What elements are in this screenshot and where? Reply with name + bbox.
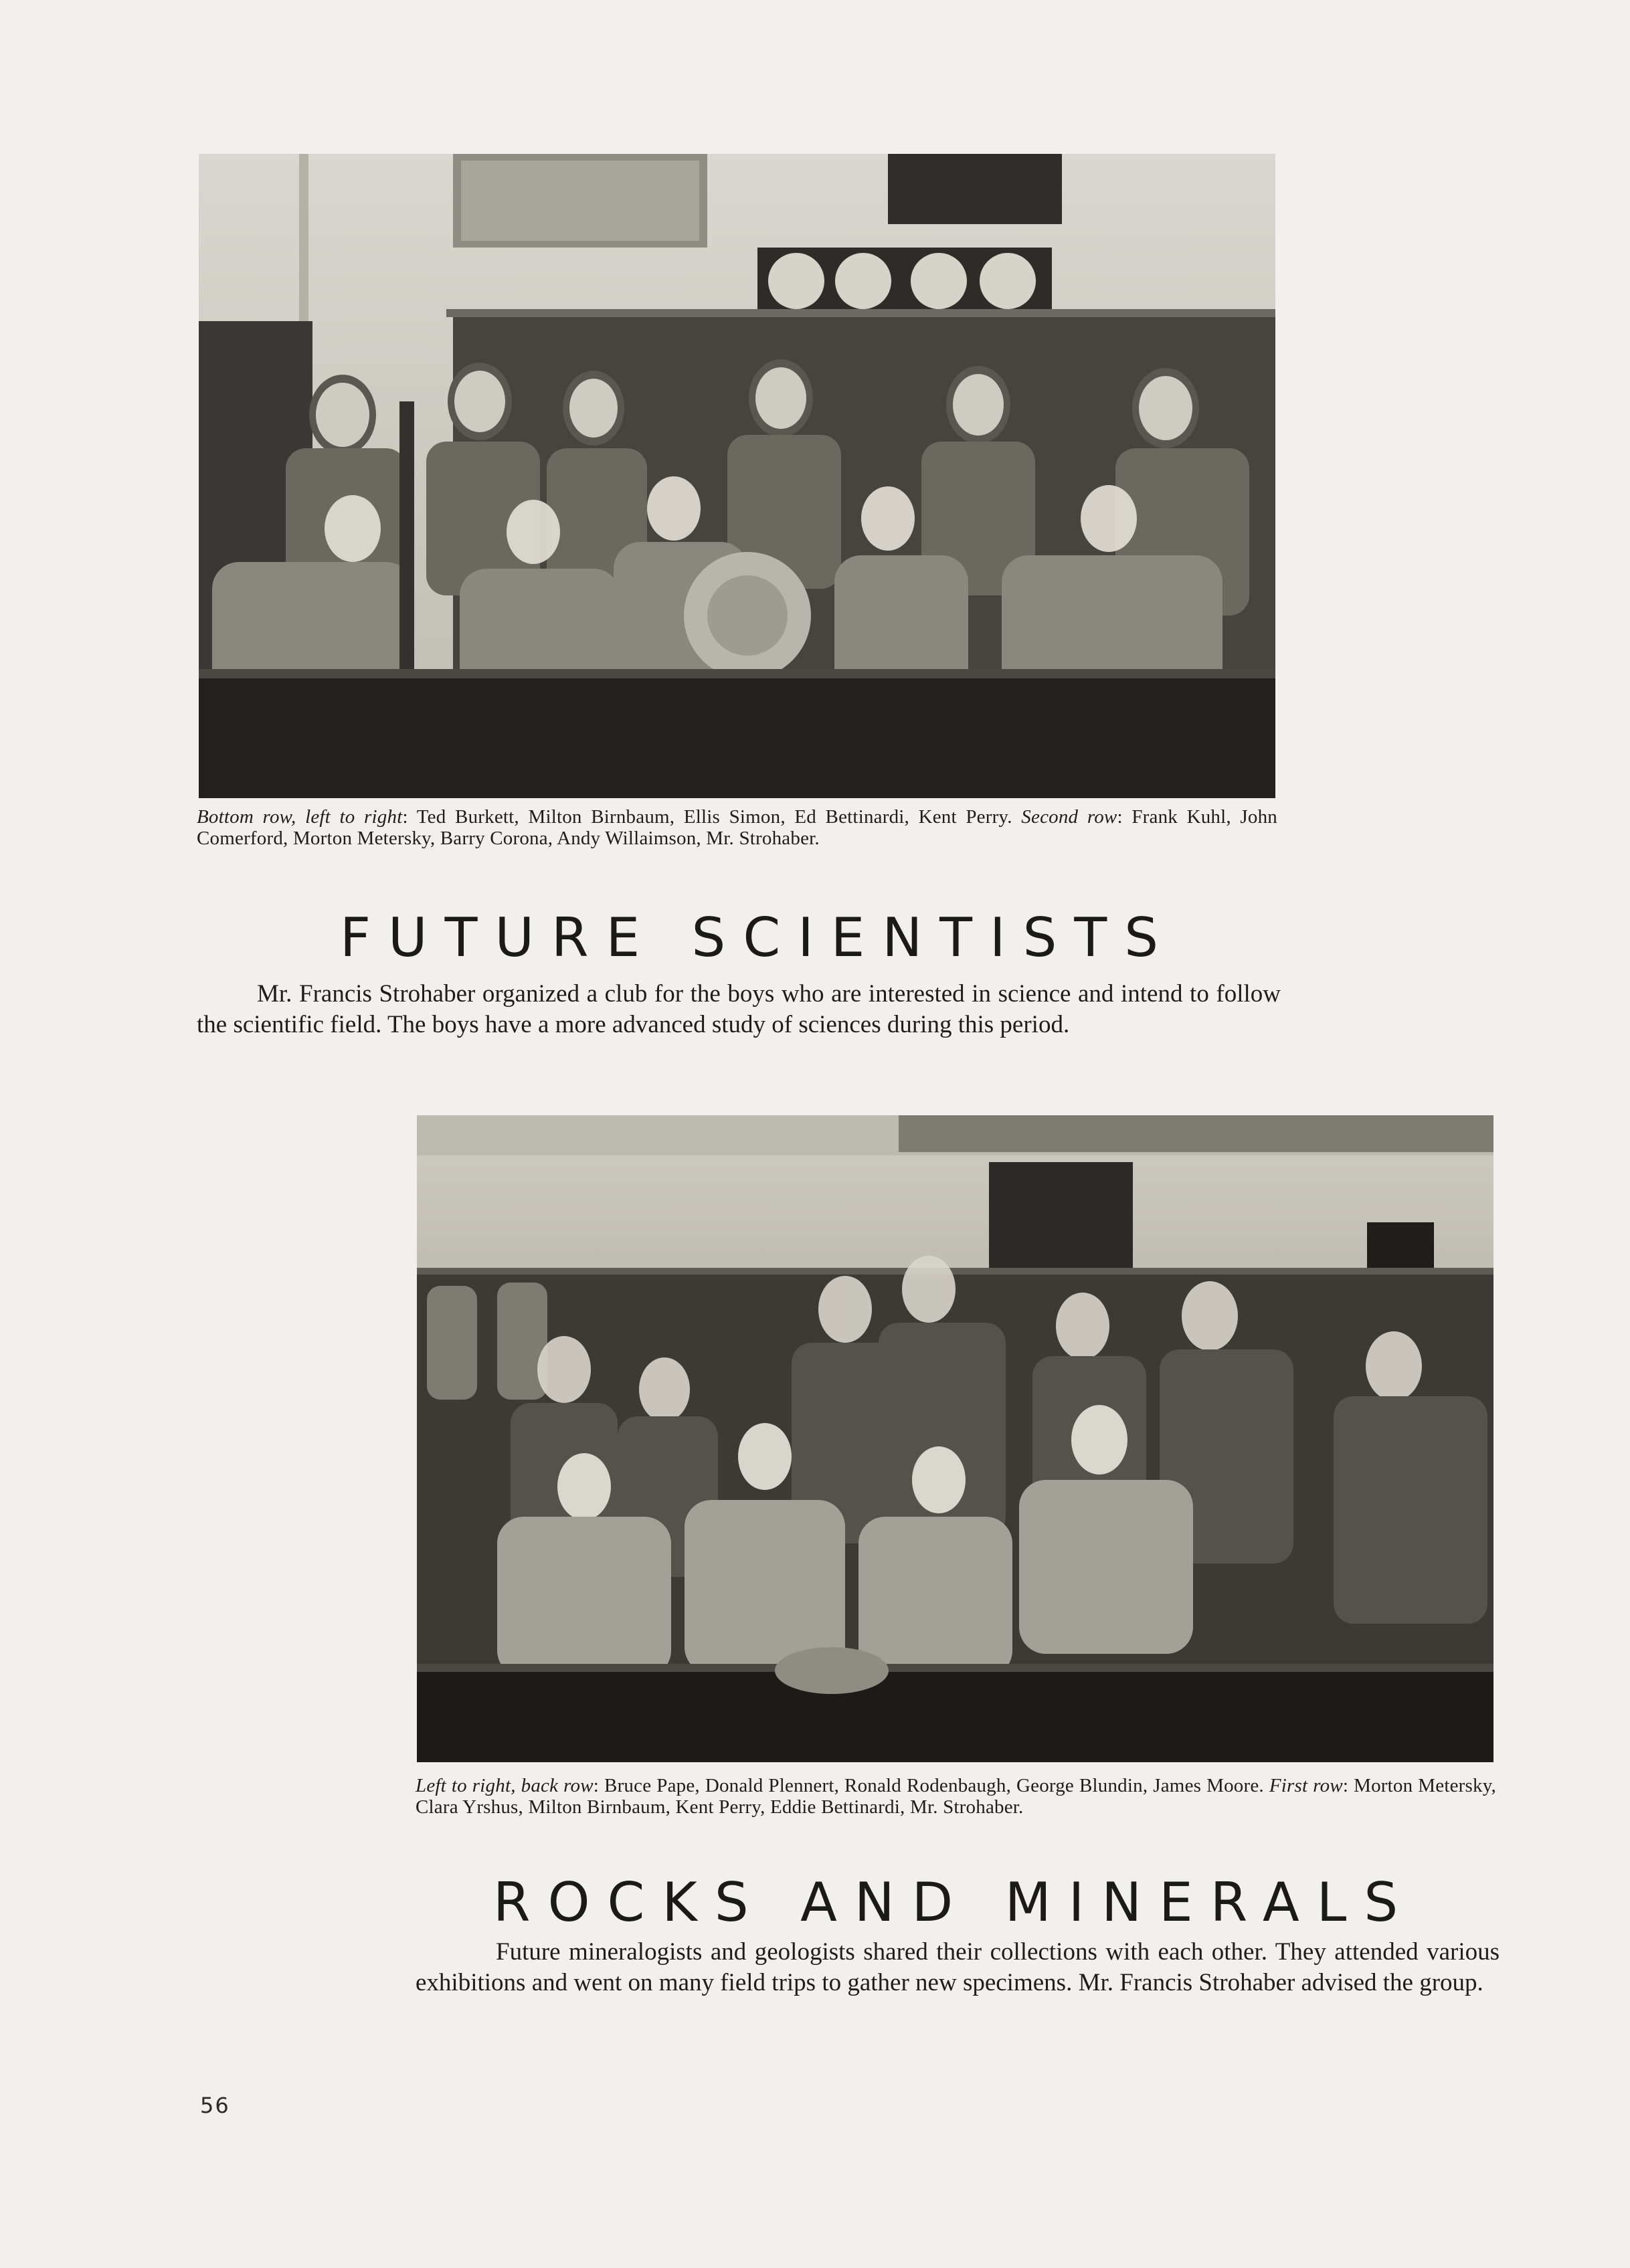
future-scientists-heading: FUTURE SCIENTISTS	[340, 907, 1176, 969]
rocks-and-minerals-caption: Left to right, back row: Bruce Pape, Donald Plennert, Ronald Rodenbaugh, George Blundin, James Moore. First row: Morton Metersky, Clara Yrshus, Milton Birnbaum, Kent Perry, Eddie Bettinardi, Mr. Strohaber.	[416, 1775, 1496, 1818]
caption-row2-names: Morton Metersky, Clara Yrshus, Milton Birnbaum, Kent Perry, Eddie Bettinardi, Mr. Strohaber.	[416, 1775, 1496, 1818]
caption-row1-label: Left to right, back row	[416, 1775, 594, 1796]
rocks-and-minerals-photo	[417, 1115, 1493, 1762]
caption-row1-label: Bottom row, left to right	[197, 806, 403, 828]
rocks-and-minerals-heading: ROCKS AND MINERALS	[493, 1871, 1416, 1933]
caption-row2-label: First row	[1269, 1775, 1343, 1796]
future-scientists-caption: Bottom row, left to right: Ted Burkett, Milton Birnbaum, Ellis Simon, Ed Bettinardi, Kent Perry. Second row: Frank Kuhl, John Comerford, Morton Metersky, Barry Corona, Andy Willaimson, Mr. Strohaber.	[197, 806, 1277, 849]
rocks-and-minerals-body: Future mineralogists and geologists shared their collections with each other. They attended various exhibitions and went on many field trips to gather new specimens. Mr. Francis Strohaber advised the group.	[416, 1938, 1500, 1996]
future-scientists-body: Mr. Francis Strohaber organized a club for the boys who are interested in science and intend to follow the scientific field. The boys have a more advanced study of sciences during this period.	[197, 980, 1281, 1038]
caption-row1-names: Bruce Pape, Donald Plennert, Ronald Rodenbaugh, George Blundin, James Moore.	[604, 1775, 1264, 1796]
caption-row2-names: Frank Kuhl, John Comerford, Morton Metersky, Barry Corona, Andy Willaimson, Mr. Strohaber.	[197, 806, 1277, 849]
future-scientists-photo	[199, 154, 1275, 798]
caption-row1-names: Ted Burkett, Milton Birnbaum, Ellis Simon, Ed Bettinardi, Kent Perry.	[416, 806, 1012, 828]
caption-row2-label: Second row	[1021, 806, 1117, 828]
page-number: 56	[200, 2093, 230, 2118]
